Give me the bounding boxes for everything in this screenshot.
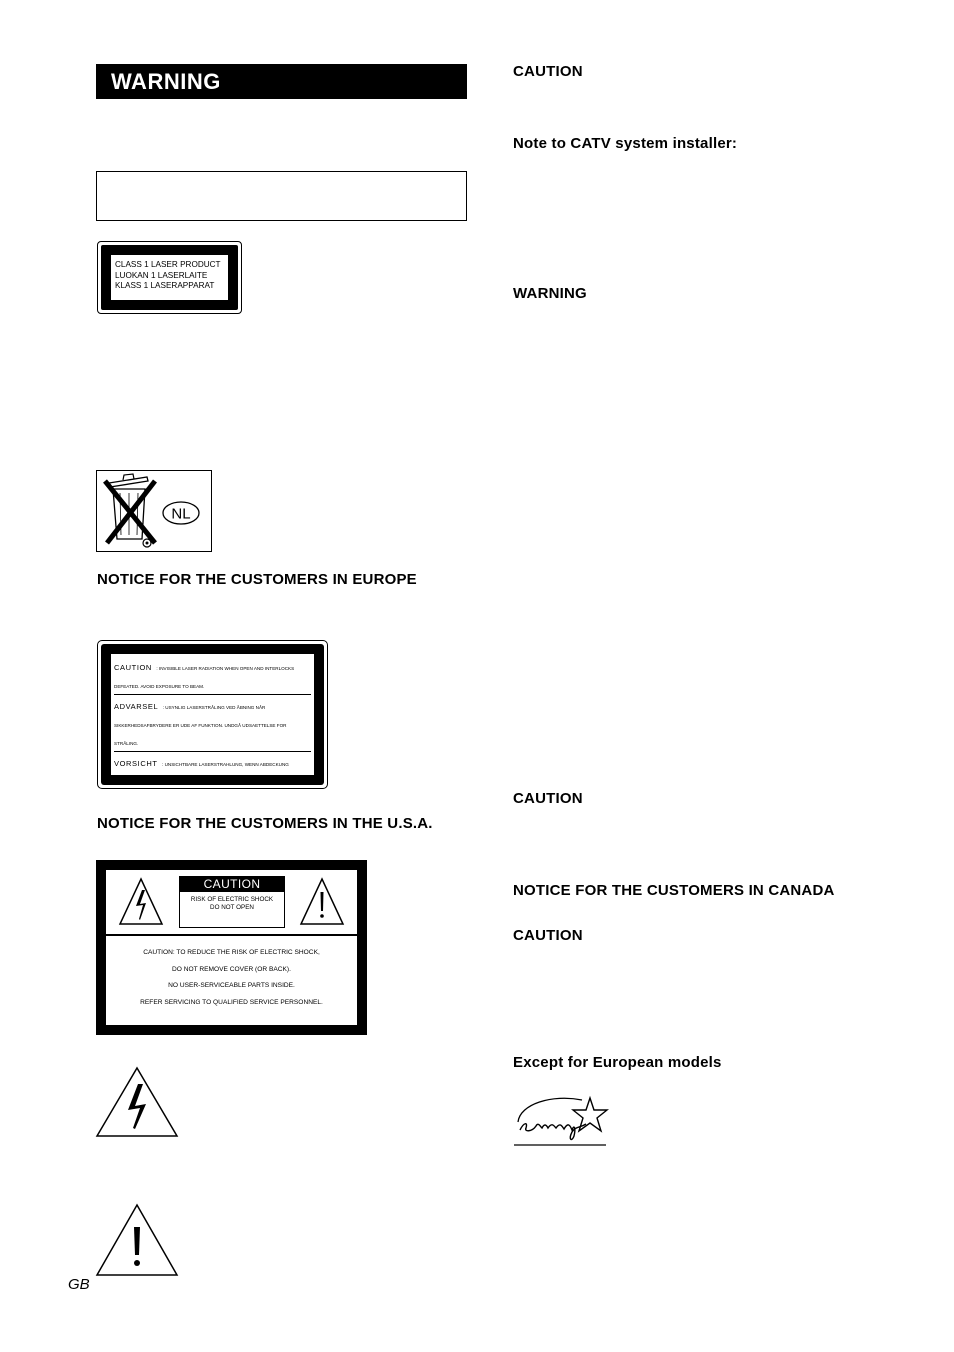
except-european-heading: Except for European models bbox=[513, 1054, 722, 1071]
label-entry: CAUTION : INVISIBLE LASER RADIATION WHEN OPEN AND INTERLOCKS DEFEATED. AVOID EXPOSURE TO BEAM. bbox=[114, 656, 311, 695]
laser-label-line: CLASS 1 LASER PRODUCT bbox=[115, 260, 221, 269]
label-entry: VORSICHT : UNSICHTBARE LASERSTRAHLUNG, WENN ABDECKUNG bbox=[114, 752, 311, 775]
lightning-triangle-icon bbox=[95, 1066, 179, 1138]
lightning-triangle-icon bbox=[118, 876, 164, 928]
crossed-bin-icon bbox=[97, 471, 211, 551]
exclamation-triangle-icon bbox=[95, 1203, 179, 1277]
label-entry: ADVARSEL : USYNLIG LASERSTRÅLING VED ÅBNING NÅR SIKKERHEDSAFBRYDERE ER UDE AF FUNKTION. UNDGÅ UDSAETTELSE FOR STRÅLING. bbox=[114, 695, 311, 752]
laser-label-line: LUOKAN 1 LASERLAITE bbox=[115, 270, 208, 280]
laser-label-line: KLASS 1 LASERAPPARAT bbox=[115, 281, 215, 290]
blank-notice-box bbox=[96, 171, 467, 221]
caution-heading: CAUTION bbox=[513, 927, 583, 944]
usa-caution-line: NO USER-SERVICEABLE PARTS INSIDE. bbox=[168, 982, 295, 989]
warning-title: WARNING bbox=[111, 69, 221, 94]
class1-laser-label bbox=[97, 241, 242, 314]
multilingual-entries bbox=[111, 654, 314, 775]
notice-europe-heading: NOTICE FOR THE CUSTOMERS IN EUROPE bbox=[97, 571, 417, 588]
page-language-code: GB bbox=[68, 1276, 90, 1293]
electric-shock-caution-label bbox=[96, 860, 367, 1035]
notice-canada-heading: NOTICE FOR THE CUSTOMERS IN CANADA bbox=[513, 882, 835, 899]
battery-disposal-symbol bbox=[96, 470, 212, 552]
usa-caution-line: REFER SERVICING TO QUALIFIED SERVICE PERSONNEL. bbox=[140, 998, 323, 1006]
caution-box bbox=[179, 876, 285, 928]
caution-sub-line: DO NOT OPEN bbox=[210, 904, 254, 911]
usa-caution-line: CAUTION: TO REDUCE THE RISK OF ELECTRIC SHOCK, bbox=[143, 949, 320, 956]
caution-sub-line: RISK OF ELECTRIC SHOCK bbox=[190, 896, 274, 903]
usa-caution-line: DO NOT REMOVE COVER (OR BACK). bbox=[172, 965, 291, 973]
warning-title-bar bbox=[96, 64, 467, 99]
warning-heading: WARNING bbox=[513, 285, 587, 302]
caution-heading: CAUTION bbox=[513, 790, 583, 807]
exclamation-triangle-icon bbox=[299, 876, 345, 928]
energy-star-logo bbox=[512, 1092, 612, 1148]
notice-usa-heading: NOTICE FOR THE CUSTOMERS IN THE U.S.A. bbox=[97, 815, 433, 832]
nl-badge: NL bbox=[171, 505, 191, 523]
usa-caution-text bbox=[106, 936, 357, 1025]
caution-heading: CAUTION bbox=[513, 63, 583, 80]
multilingual-laser-caution-label bbox=[97, 640, 328, 789]
catv-note-heading: Note to CATV system installer: bbox=[513, 135, 738, 152]
caution-head: CAUTION bbox=[180, 877, 284, 892]
